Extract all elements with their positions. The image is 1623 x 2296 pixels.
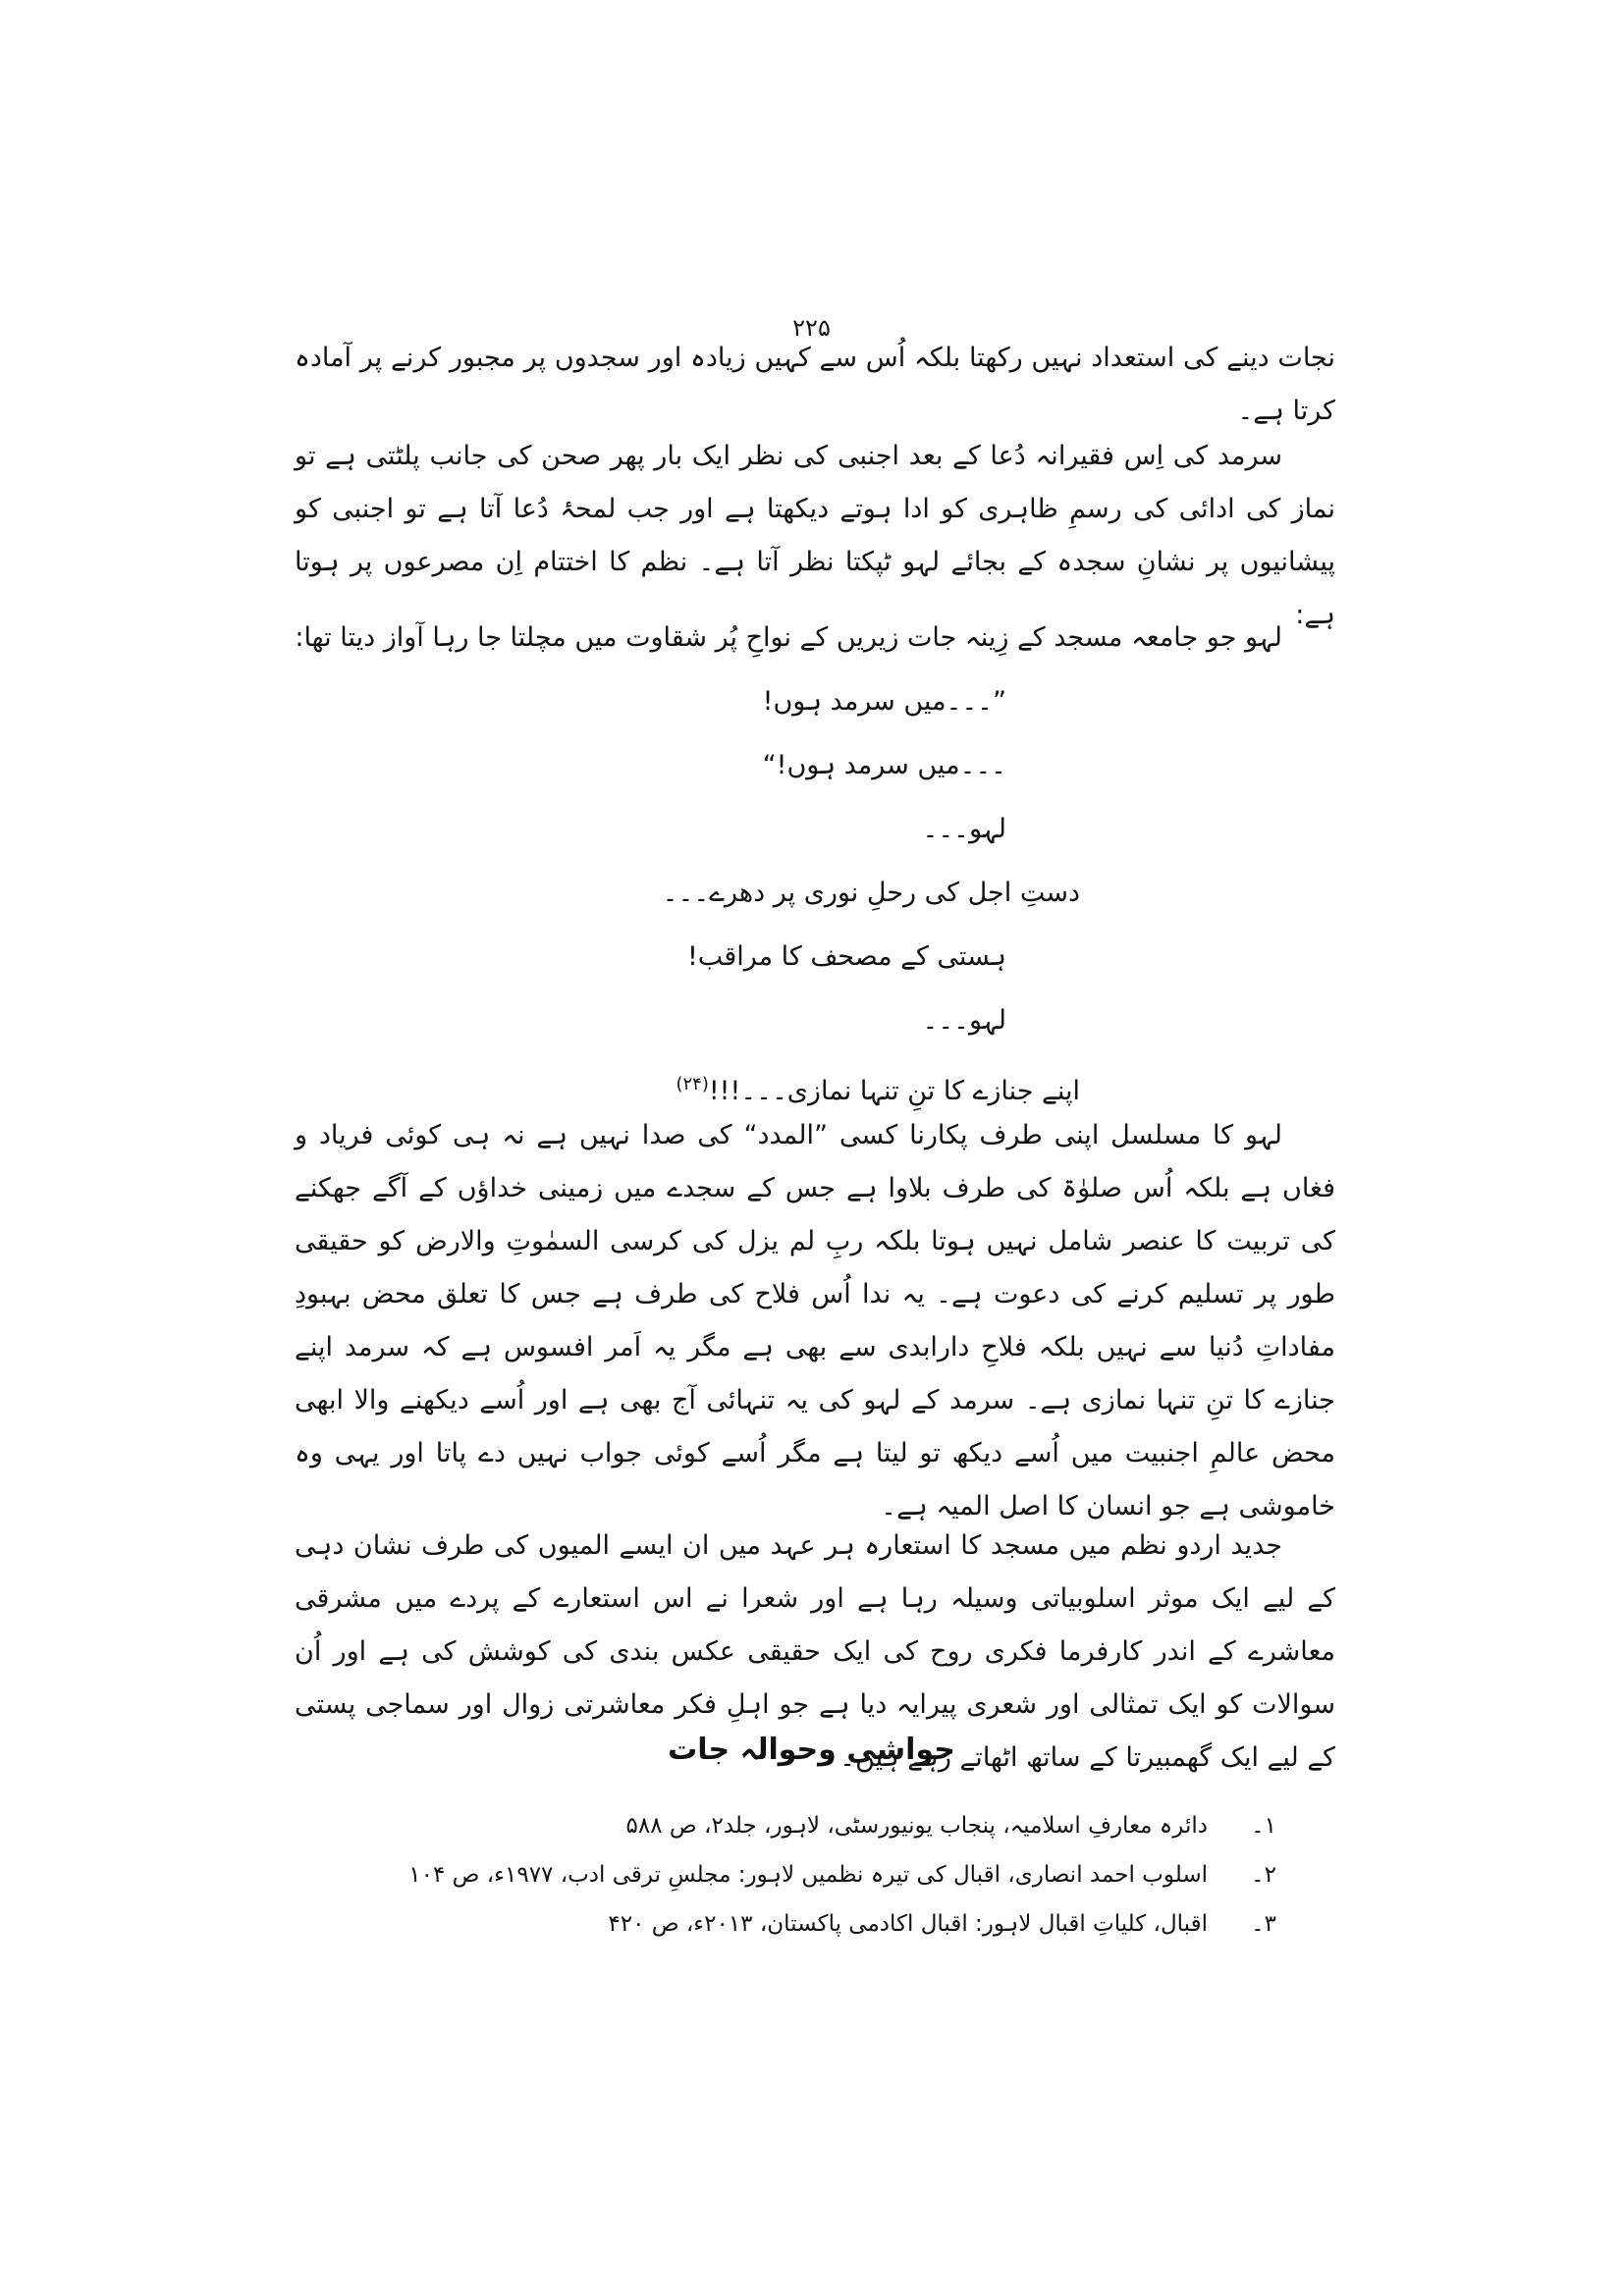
poem-line-6: ہستی کے مصحف کا مراقب! [686, 941, 1006, 972]
paragraph-4-text: جدید اردو نظم میں مسجد کا استعارہ ہر عہد میں ان ایسے المیوں کی طرف نشان دہی کے لیے ایک موثر اسلوبیاتی وسیلہ رہا ہے اور شعرا نے اس استعارے کے پردے میں مشرقی معاشرے کے اندر کارفرما فکری روح کی ایک حقیقی عکس بندی کی کوشش کی ہے اور اُن سوالات کو ایک تمثالی اور شعری پیرایہ دیا ہے جو اہلِ فکر معاشرتی زوال اور سماجی پستی کے لیے ایک گھمبیرتا کے ساتھ اٹھاتے رہے ہیں۔ [295, 1530, 1335, 1773]
poem-line-3: ۔۔۔میں سرمد ہوں!“ [762, 750, 1006, 780]
paragraph-1-text: نجات دینے کی استعداد نہیں رکھتا بلکہ اُس سے کہیں زیادہ اور سجدوں پر مجبور کرنے پر آمادہ کرتا ہے۔ [295, 343, 1335, 426]
reference-item [295, 1899, 1276, 1949]
references-heading: حواشی وحوالہ جات [668, 1733, 955, 1767]
reference-item [295, 1850, 1276, 1899]
page-number: ۲۲۵ [792, 314, 831, 342]
poem-line-4: لہو۔۔۔ [922, 814, 1006, 844]
reference-text: دائرہ معارفِ اسلامیہ، پنجاب یونیورسٹی، لاہور، جلد۲، ص ۵۸۸ [625, 1813, 1208, 1839]
footnote-reference: (۲۴) [676, 1074, 709, 1095]
poem-line-8 [676, 1065, 1080, 1111]
reference-number: ۳۔ [1251, 1911, 1276, 1937]
reference-number: ۱۔ [1251, 1813, 1276, 1839]
reference-text: اسلوب احمد انصاری، اقبال کی تیرہ نظمیں لاہور: مجلسِ ترقی ادب، ۱۹۷۷ء، ص ۱۰۴ [408, 1862, 1208, 1888]
paragraph-3 [295, 1109, 1335, 1533]
reference-number: ۲۔ [1251, 1862, 1276, 1888]
references-list [295, 1801, 1276, 1949]
poem-line-8-text: اپنے جنازے کا تنِ تنہا نمازی۔۔۔!!! [708, 1076, 1080, 1106]
poem-line-1: لہو جو جامعہ مسجد کے زِینہ جات زیریں کے نواحِ پُر شقاوت میں مچلتا جا رہا آواز دیتا تھا: [295, 622, 1282, 653]
reference-item [295, 1801, 1276, 1850]
reference-text: اقبال، کلیاتِ اقبال لاہور: اقبال اکادمی پاکستان، ۲۰۱۳ء، ص ۴۲۰ [608, 1911, 1208, 1937]
paragraph-2 [295, 430, 1335, 642]
poem-line-5: دستِ اجل کی رحلِ نوری پر دھرے۔۔۔ [662, 878, 1080, 908]
poem-line-2: ”۔۔۔میں سرمد ہوں! [762, 686, 1006, 717]
poem-line-7: لہو۔۔۔ [922, 1005, 1006, 1036]
paragraph-2-text: سرمد کی اِس فقیرانہ دُعا کے بعد اجنبی کی نظر ایک بار پھر صحن کی جانب پلٹتی ہے تو نماز کی ادائی کی رسمِ ظاہری کو ادا ہوتے دیکھتا ہے اور جب لمحۂ دُعا آتا ہے تو اجنبی کو پیشانیوں پر نشانِ سجدہ کے بجائے لہو ٹپکتا نظر آتا ہے۔ نظم کا اختتام اِن مصرعوں پر ہوتا ہے: [295, 441, 1335, 630]
paragraph-3-text: لہو کا مسلسل اپنی طرف پکارنا کسی ”المدد“ کی صدا نہیں ہے نہ ہی کوئی فریاد و فغاں ہے بلکہ اُس صلوٰۃ کی طرف بلاوا ہے جس کے سجدے میں زمینی خداؤں کے آگے جھکنے کی تربیت کا عنصر شامل نہیں ہوتا بلکہ ربِ لم یزل کی کرسی السمٰوتِ والارض کو حقیقی طور پر تسلیم کرنے کی دعوت ہے۔ یہ ندا اُس فلاح کی طرف ہے جس کا تعلق محض بہبودِ مفاداتِ دُنیا سے نہیں بلکہ فلاحِ دارابدی سے بھی ہے مگر یہ اَمر افسوس ہے کہ سرمد اپنے جنازے کا تنِ تنہا نمازی ہے۔ سرمد کے لہو کی یہ تنہائی آج بھی ہے اور اُسے دیکھنے والا ابھی محض عالمِ اجنبیت میں اُسے دیکھ تو لیتا ہے مگر اُسے کوئی جواب نہیں دے پاتا اور یہی وہ خاموشی ہے جو انسان کا اصل المیہ ہے۔ [295, 1120, 1335, 1522]
paragraph-1 [295, 332, 1335, 438]
